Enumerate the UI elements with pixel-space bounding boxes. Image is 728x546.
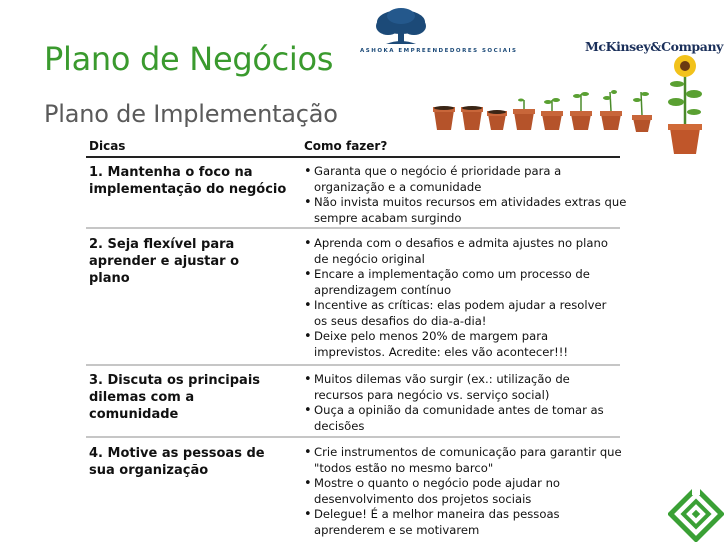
tip-actions-list [304,236,624,360]
header-divider [86,156,620,158]
list-item: • Delegue! É a melhor maneira das pessoas aprenderem e se motivarem [304,507,624,538]
sprout-pot-icon [513,99,535,131]
list-item: • Muitos dilemas vão surgir (ex.: utilização de recursos para negócio vs. serviço social) [304,372,624,403]
sprout-pot-icon [632,92,652,132]
pot-icon [461,106,483,130]
tip-actions-list [304,164,627,226]
list-item: • Mostre o quanto o negócio pode ajudar no desenvolvimento dos projetos sociais [304,476,624,507]
list-item: • Ouça a opinião da comunidade antes de tomar as decisões [304,403,624,434]
tree-icon [366,8,436,50]
column-header-dicas: Dicas [89,139,126,153]
tip-actions-list [304,445,624,538]
list-item: • Deixe pelo menos 20% de margem para imprevistos. Acredite: eles vão acontecer!!! [304,329,624,360]
list-item: • Crie instrumentos de comunicação para garantir que "todos estão no mesmo barco" [304,445,624,476]
sprout-pot-icon [541,98,563,130]
tip-title: 3. Discuta os principais dilemas com a comunidade [89,373,261,422]
list-item: • Não invista muitos recursos em atividades extras que sempre acabam surgindo [304,195,624,226]
list-item: • Aprenda com o desafios e admita ajustes no plano de negócio original [304,236,624,267]
green-diamond-logo-icon [668,486,724,542]
slide-subtitle: Plano de Implementação [44,100,338,128]
list-item: • Garanta que o negócio é prioridade para a organização e a comunidade [304,164,624,195]
list-item: • Encare a implementação como um processo de aprendizagem contínuo [304,267,624,298]
mckinsey-logo: McKinsey&Company [585,39,723,54]
tip-actions-list [304,372,624,434]
tip-title: 1. Mantenha o foco na implementação do negócio [89,165,287,197]
tip-title: 2. Seja flexível para aprender e ajustar o plano [89,237,240,286]
ashoka-logo-text: ASHOKA EMPREENDEDORES SOCIAIS [360,48,518,54]
tips-table [80,134,627,538]
tip-title: 4. Motive as pessoas de sua organização [89,446,265,478]
column-header-como-fazer: Como fazer? [304,139,388,153]
list-item: • Incentive as críticas: elas podem ajudar a resolver os seus desafios do dia-a-dia! [304,298,624,329]
sprout-pot-icon [570,92,592,130]
slide-title: Plano de Negócios [44,40,334,78]
row-divider [86,364,620,366]
row-divider [86,436,620,438]
pot-icon [487,110,507,130]
pot-icon [433,106,455,130]
row-divider [86,227,620,229]
sunflower-pot-icon [668,55,702,154]
sprout-pot-icon [600,90,622,130]
